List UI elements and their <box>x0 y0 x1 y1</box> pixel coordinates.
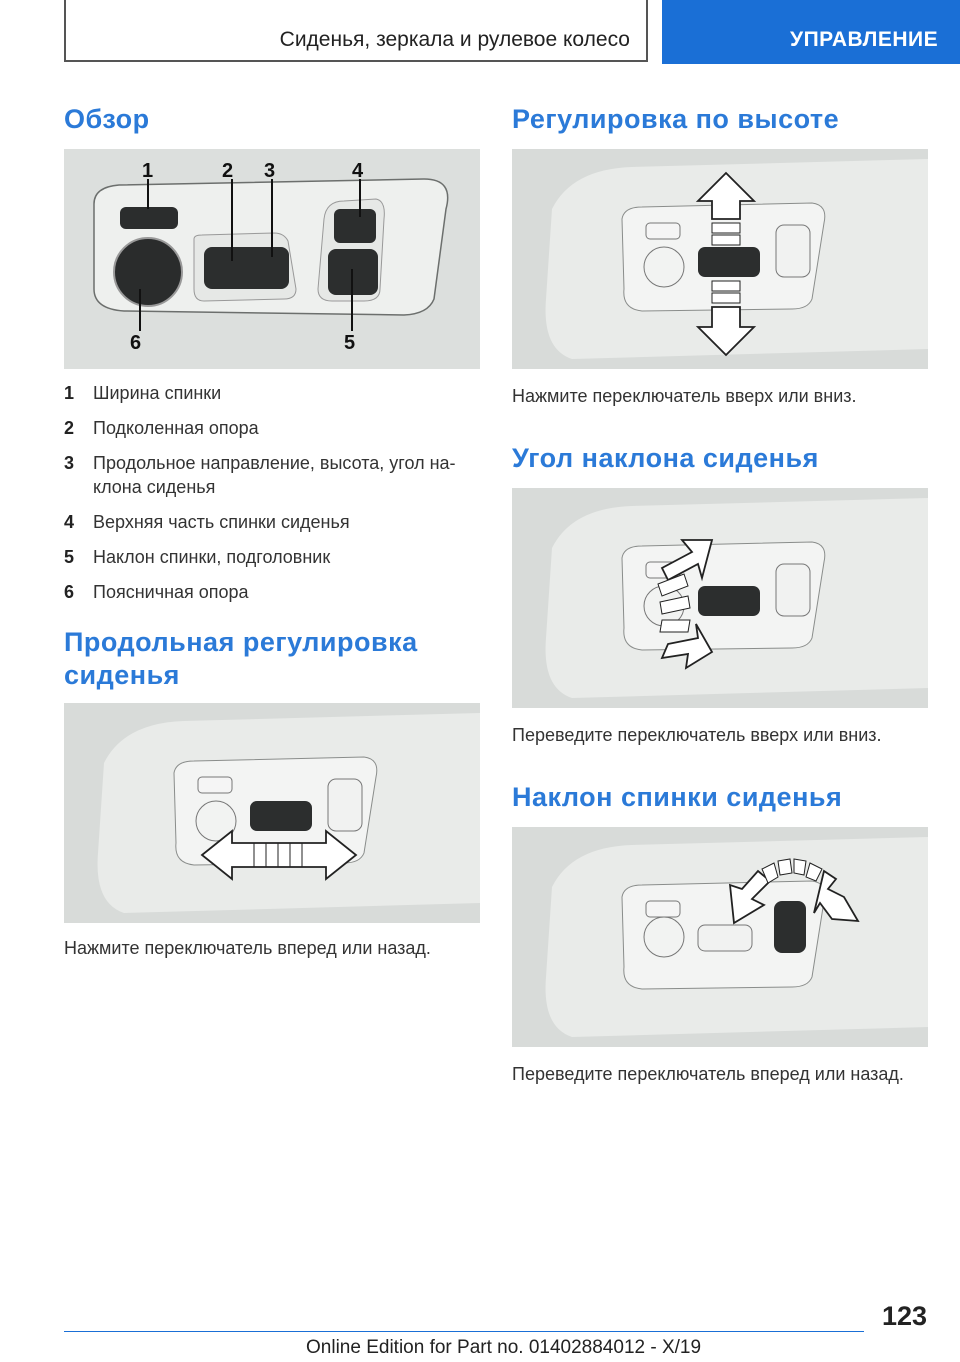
backrest-figure <box>512 827 928 1047</box>
callout-3: 3 <box>264 160 276 182</box>
tilt-heading: Угол наклона сиденья <box>512 443 819 473</box>
legend-text: Ширина спинки <box>93 383 222 403</box>
callout-1: 1 <box>142 160 154 182</box>
overview-heading: Обзор <box>64 104 150 134</box>
callout-6: 6 <box>130 332 142 354</box>
legend-item <box>64 381 480 405</box>
legend-text: Подколенная опора <box>93 418 259 438</box>
legend-number: 4 <box>64 512 75 532</box>
height-caption: Нажмите переключатель вверх или вниз. <box>512 386 857 406</box>
legend-number: 2 <box>64 418 75 438</box>
longitudinal-figure <box>64 703 480 923</box>
page-number: 123 <box>881 1301 927 1331</box>
legend-item <box>64 545 480 569</box>
legend-item <box>64 416 480 440</box>
legend-number: 1 <box>64 383 75 403</box>
footer-rule <box>64 1331 864 1332</box>
backrest-caption: Переведите переключатель вперед или назад. <box>512 1064 904 1084</box>
legend-item <box>64 451 480 499</box>
overview-figure <box>64 149 480 369</box>
height-heading: Регулировка по высоте <box>512 104 840 134</box>
legend-text: Наклон спинки, подголовник <box>93 547 331 567</box>
callout-4: 4 <box>352 160 364 182</box>
callout-2: 2 <box>222 160 234 182</box>
callout-5: 5 <box>344 332 356 354</box>
chapter-tab-label: УПРАВЛЕНИЕ <box>790 28 939 51</box>
legend-number: 5 <box>64 547 75 567</box>
legend-number: 6 <box>64 582 75 602</box>
legend-number: 3 <box>64 453 75 473</box>
tilt-caption: Переведите переключатель вверх или вниз. <box>512 725 882 745</box>
backrest-heading: Наклон спинки сиденья <box>512 782 843 812</box>
legend-text: Продольное направление, высота, угол наклона сиденья <box>93 453 456 497</box>
legend-item <box>64 510 480 534</box>
height-figure <box>512 149 928 369</box>
legend-text: Верхняя часть спинки сиденья <box>93 512 350 532</box>
longitudinal-heading: Продольная регулировка сиденья <box>64 627 418 690</box>
section-title: Сиденья, зеркала и рулевое колесо <box>279 28 630 51</box>
chapter-tab <box>662 0 960 64</box>
overview-legend <box>64 381 480 615</box>
legend-text: Поясничная опора <box>93 582 249 602</box>
tilt-figure <box>512 488 928 708</box>
running-header <box>64 0 648 62</box>
legend-item <box>64 580 480 604</box>
longitudinal-caption: Нажмите переключатель вперед или назад. <box>64 938 431 958</box>
edition-note: Online Edition for Part no. 01402884012 - X/19 <box>306 1337 702 1358</box>
